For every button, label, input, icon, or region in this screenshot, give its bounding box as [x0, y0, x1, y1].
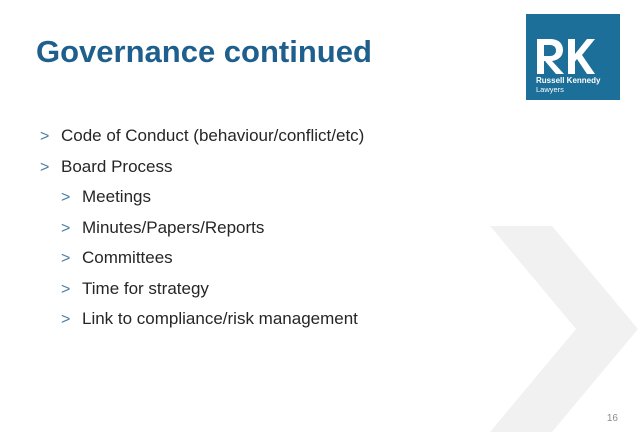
bullet-text: Minutes/Papers/Reports	[82, 217, 265, 237]
bullet-text: Committees	[82, 248, 173, 267]
sub-bullet-item	[40, 248, 364, 279]
bullet-text: Link to compliance/risk management	[82, 309, 358, 328]
sub-bullet-item	[40, 218, 364, 249]
russell-kennedy-logo	[526, 14, 620, 100]
bullet-marker: >	[61, 250, 71, 267]
bullet-item	[40, 126, 364, 157]
logo-firm-name: Russell Kennedy	[536, 76, 601, 85]
bullet-list	[40, 126, 364, 340]
slide-title: Governance continued	[36, 34, 372, 69]
bullet-text: Code of Conduct (behaviour/conflict/etc)	[61, 126, 365, 145]
bullet-marker: >	[40, 128, 50, 145]
logo-subtitle: Lawyers	[536, 85, 564, 94]
bullet-marker: >	[61, 189, 71, 206]
bullet-marker: >	[61, 280, 71, 298]
rk-monogram-icon	[535, 36, 595, 76]
bullet-text: Time for strategy	[82, 278, 209, 298]
sub-bullet-item	[40, 309, 364, 340]
page-number: 16	[606, 413, 618, 424]
bullet-marker: >	[61, 219, 71, 237]
chevron-watermark	[490, 226, 638, 432]
bullet-text: Meetings	[82, 187, 151, 206]
bullet-item	[40, 157, 364, 188]
sub-bullet-item	[40, 187, 364, 218]
bullet-text: Board Process	[61, 156, 173, 176]
bullet-marker: >	[40, 158, 50, 176]
bullet-marker: >	[61, 311, 71, 328]
sub-bullet-item	[40, 279, 364, 310]
